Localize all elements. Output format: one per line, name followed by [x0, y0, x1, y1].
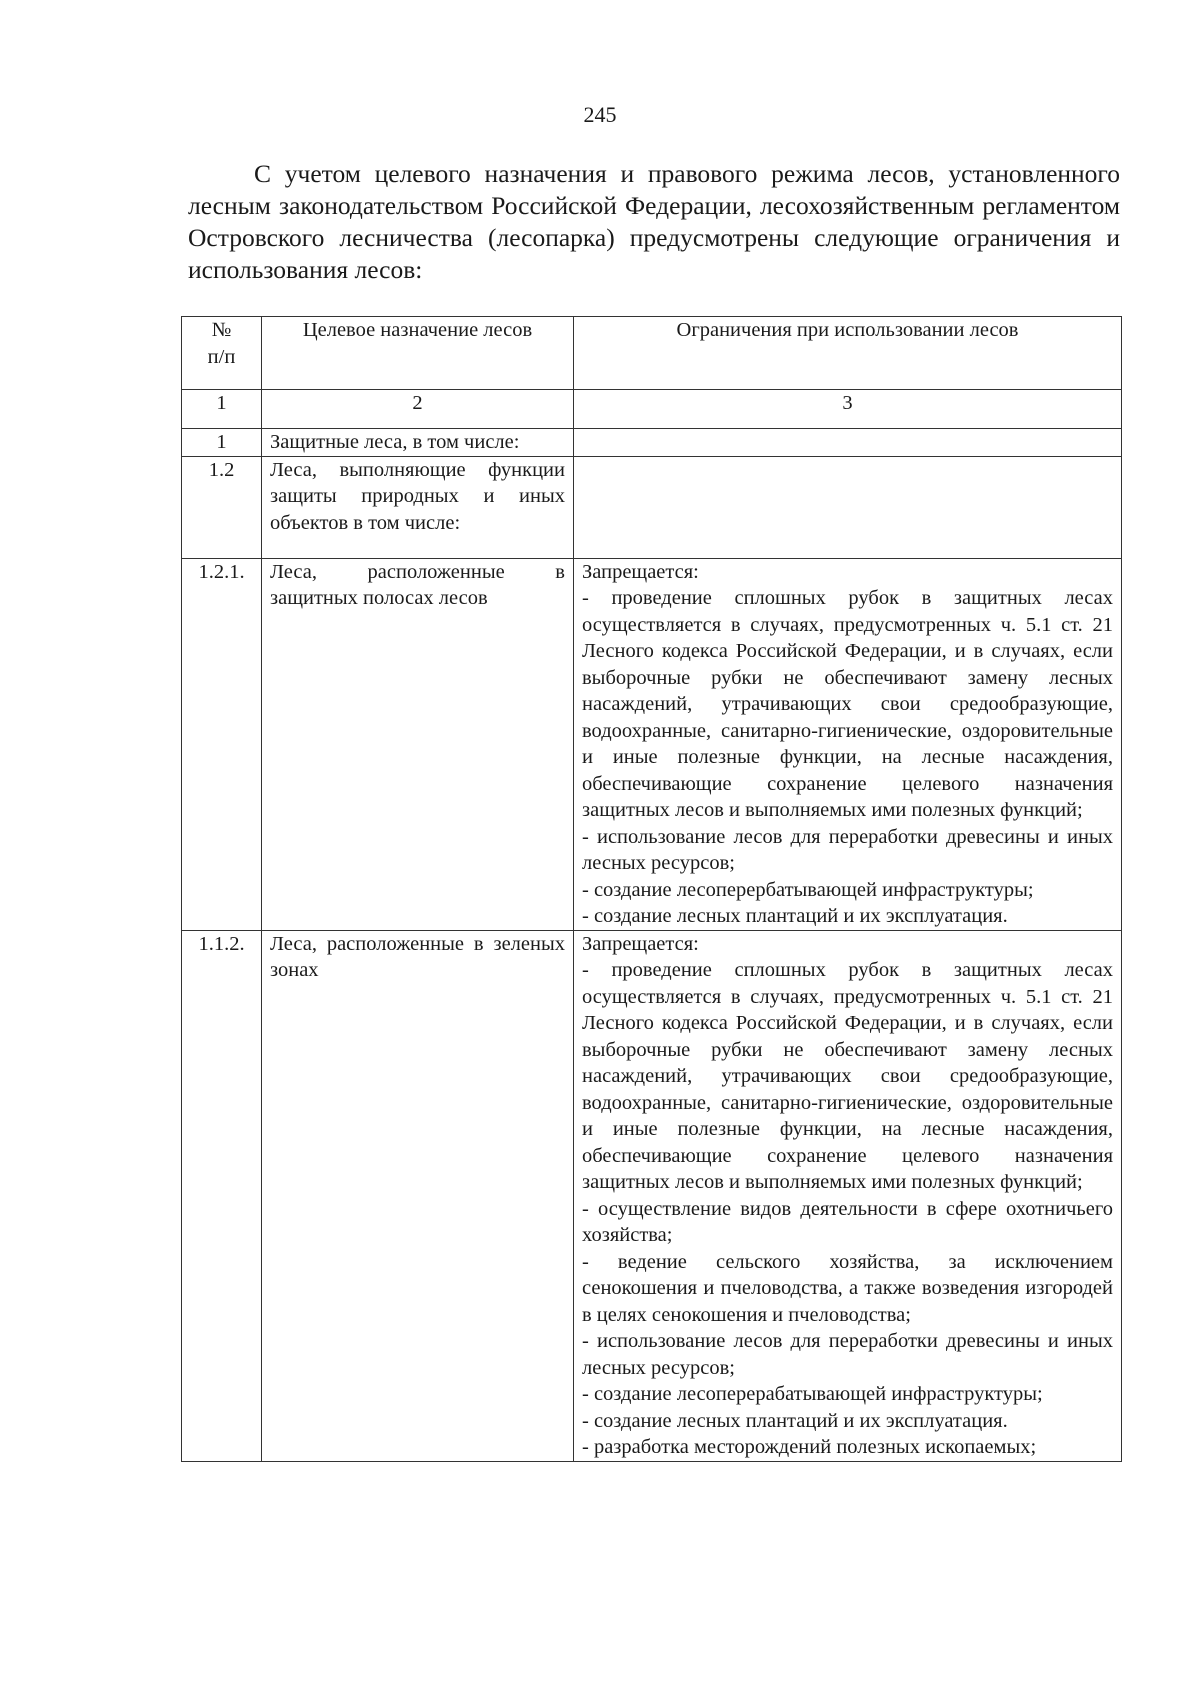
page-number: 245: [583, 102, 617, 127]
row-purpose: Леса, расположенные в зеленых зонах: [262, 930, 574, 1461]
table-header-row: [182, 317, 1122, 390]
row-restrictions: [574, 429, 1122, 457]
row-restrictions: [574, 930, 1122, 1461]
row-restrictions: [574, 558, 1122, 930]
restriction-item: - разработка месторождений полезных ископаемых;: [582, 1436, 1037, 1458]
row-purpose: Леса, расположенные в защитных полосах лесов: [262, 558, 574, 930]
table-row: [182, 930, 1122, 1461]
restriction-item: - создание лесоперербатывающей инфраструктуры;: [582, 878, 1034, 901]
header-purpose: Целевое назначение лесов: [262, 317, 574, 390]
intro-paragraph: С учетом целевого назначения и правового режима лесов, установленного лесным законодательством Российской Федерации, лесохозяйственным регламентом Островского лесничества (лесопарка) предусмотрены следующие ограничения и использования лесов:: [188, 159, 1120, 284]
row-number: 1.1.2.: [182, 930, 262, 1461]
table-row: [182, 429, 1122, 457]
restriction-item: - использование лесов для переработки древесины и иных лесных ресурсов;: [582, 1330, 1113, 1379]
restriction-item: - осуществление видов деятельности в сфере охотничьего хозяйства;: [582, 1197, 1113, 1246]
column-number: 1: [182, 390, 262, 429]
row-number: 1.2.1.: [182, 558, 262, 930]
column-number: 3: [574, 390, 1122, 429]
forest-restrictions-table: [181, 316, 1122, 1462]
restriction-item: - проведение сплошных рубок в защитных лесах осуществляется в случаях, предусмотренных ч. 5.1 ст. 21 Лесного кодекса Российской Федерации, и в случаях, если выборочные рубки не обеспечивают замену лесных насаждений, утрачивающих свои средообразующие, водоохранные, санитарно-гигиенические, оздоровительные и иные полезные функции, на лесные насаждения, обеспечивающие сохранение целевого назначения защитных лесов и выполняемых ими полезных функций;: [582, 587, 1113, 821]
row-number: 1: [182, 429, 262, 457]
header-number: № п/п: [182, 317, 262, 390]
restriction-item: - создание лесных плантаций и их эксплуатация.: [582, 905, 1008, 927]
restriction-item: - ведение сельского хозяйства, за исключением сенокошения и пчеловодства, а также возведения изгородей в целях сенокошения и пчеловодства;: [582, 1250, 1113, 1326]
restriction-item: Запрещается:: [582, 560, 699, 583]
restriction-item: - создание лесоперерабатывающей инфраструктуры;: [582, 1383, 1043, 1405]
row-restrictions: [574, 456, 1122, 558]
restriction-item: Запрещается:: [582, 932, 699, 955]
table-row: [182, 558, 1122, 930]
column-number: 2: [262, 390, 574, 429]
row-number: 1.2: [182, 456, 262, 558]
restriction-item: - создание лесных плантаций и их эксплуатация.: [582, 1409, 1008, 1432]
table-row: [182, 456, 1122, 558]
row-purpose: Леса, выполняющие функции защиты природных и иных объектов в том числе:: [262, 456, 574, 558]
restriction-item: - использование лесов для переработки древесины и иных лесных ресурсов;: [582, 825, 1113, 874]
row-purpose: Защитные леса, в том числе:: [262, 429, 574, 457]
restriction-item: - проведение сплошных рубок в защитных лесах осуществляется в случаях, предусмотренных ч. 5.1 ст. 21 Лесного кодекса Российской Федерации, и в случаях, если выборочные рубки не обеспечивают замену лесных насаждений, утрачивающих свои средообразующие, водоохранные, санитарно-гигиенические, оздоровительные и иные полезные функции, на лесные насаждения, обеспечивающие сохранение целевого назначения защитных лесов и выполняемых ими полезных функций;: [582, 959, 1113, 1193]
column-number-row: [182, 390, 1122, 429]
header-restrictions: Ограничения при использовании лесов: [574, 317, 1122, 390]
